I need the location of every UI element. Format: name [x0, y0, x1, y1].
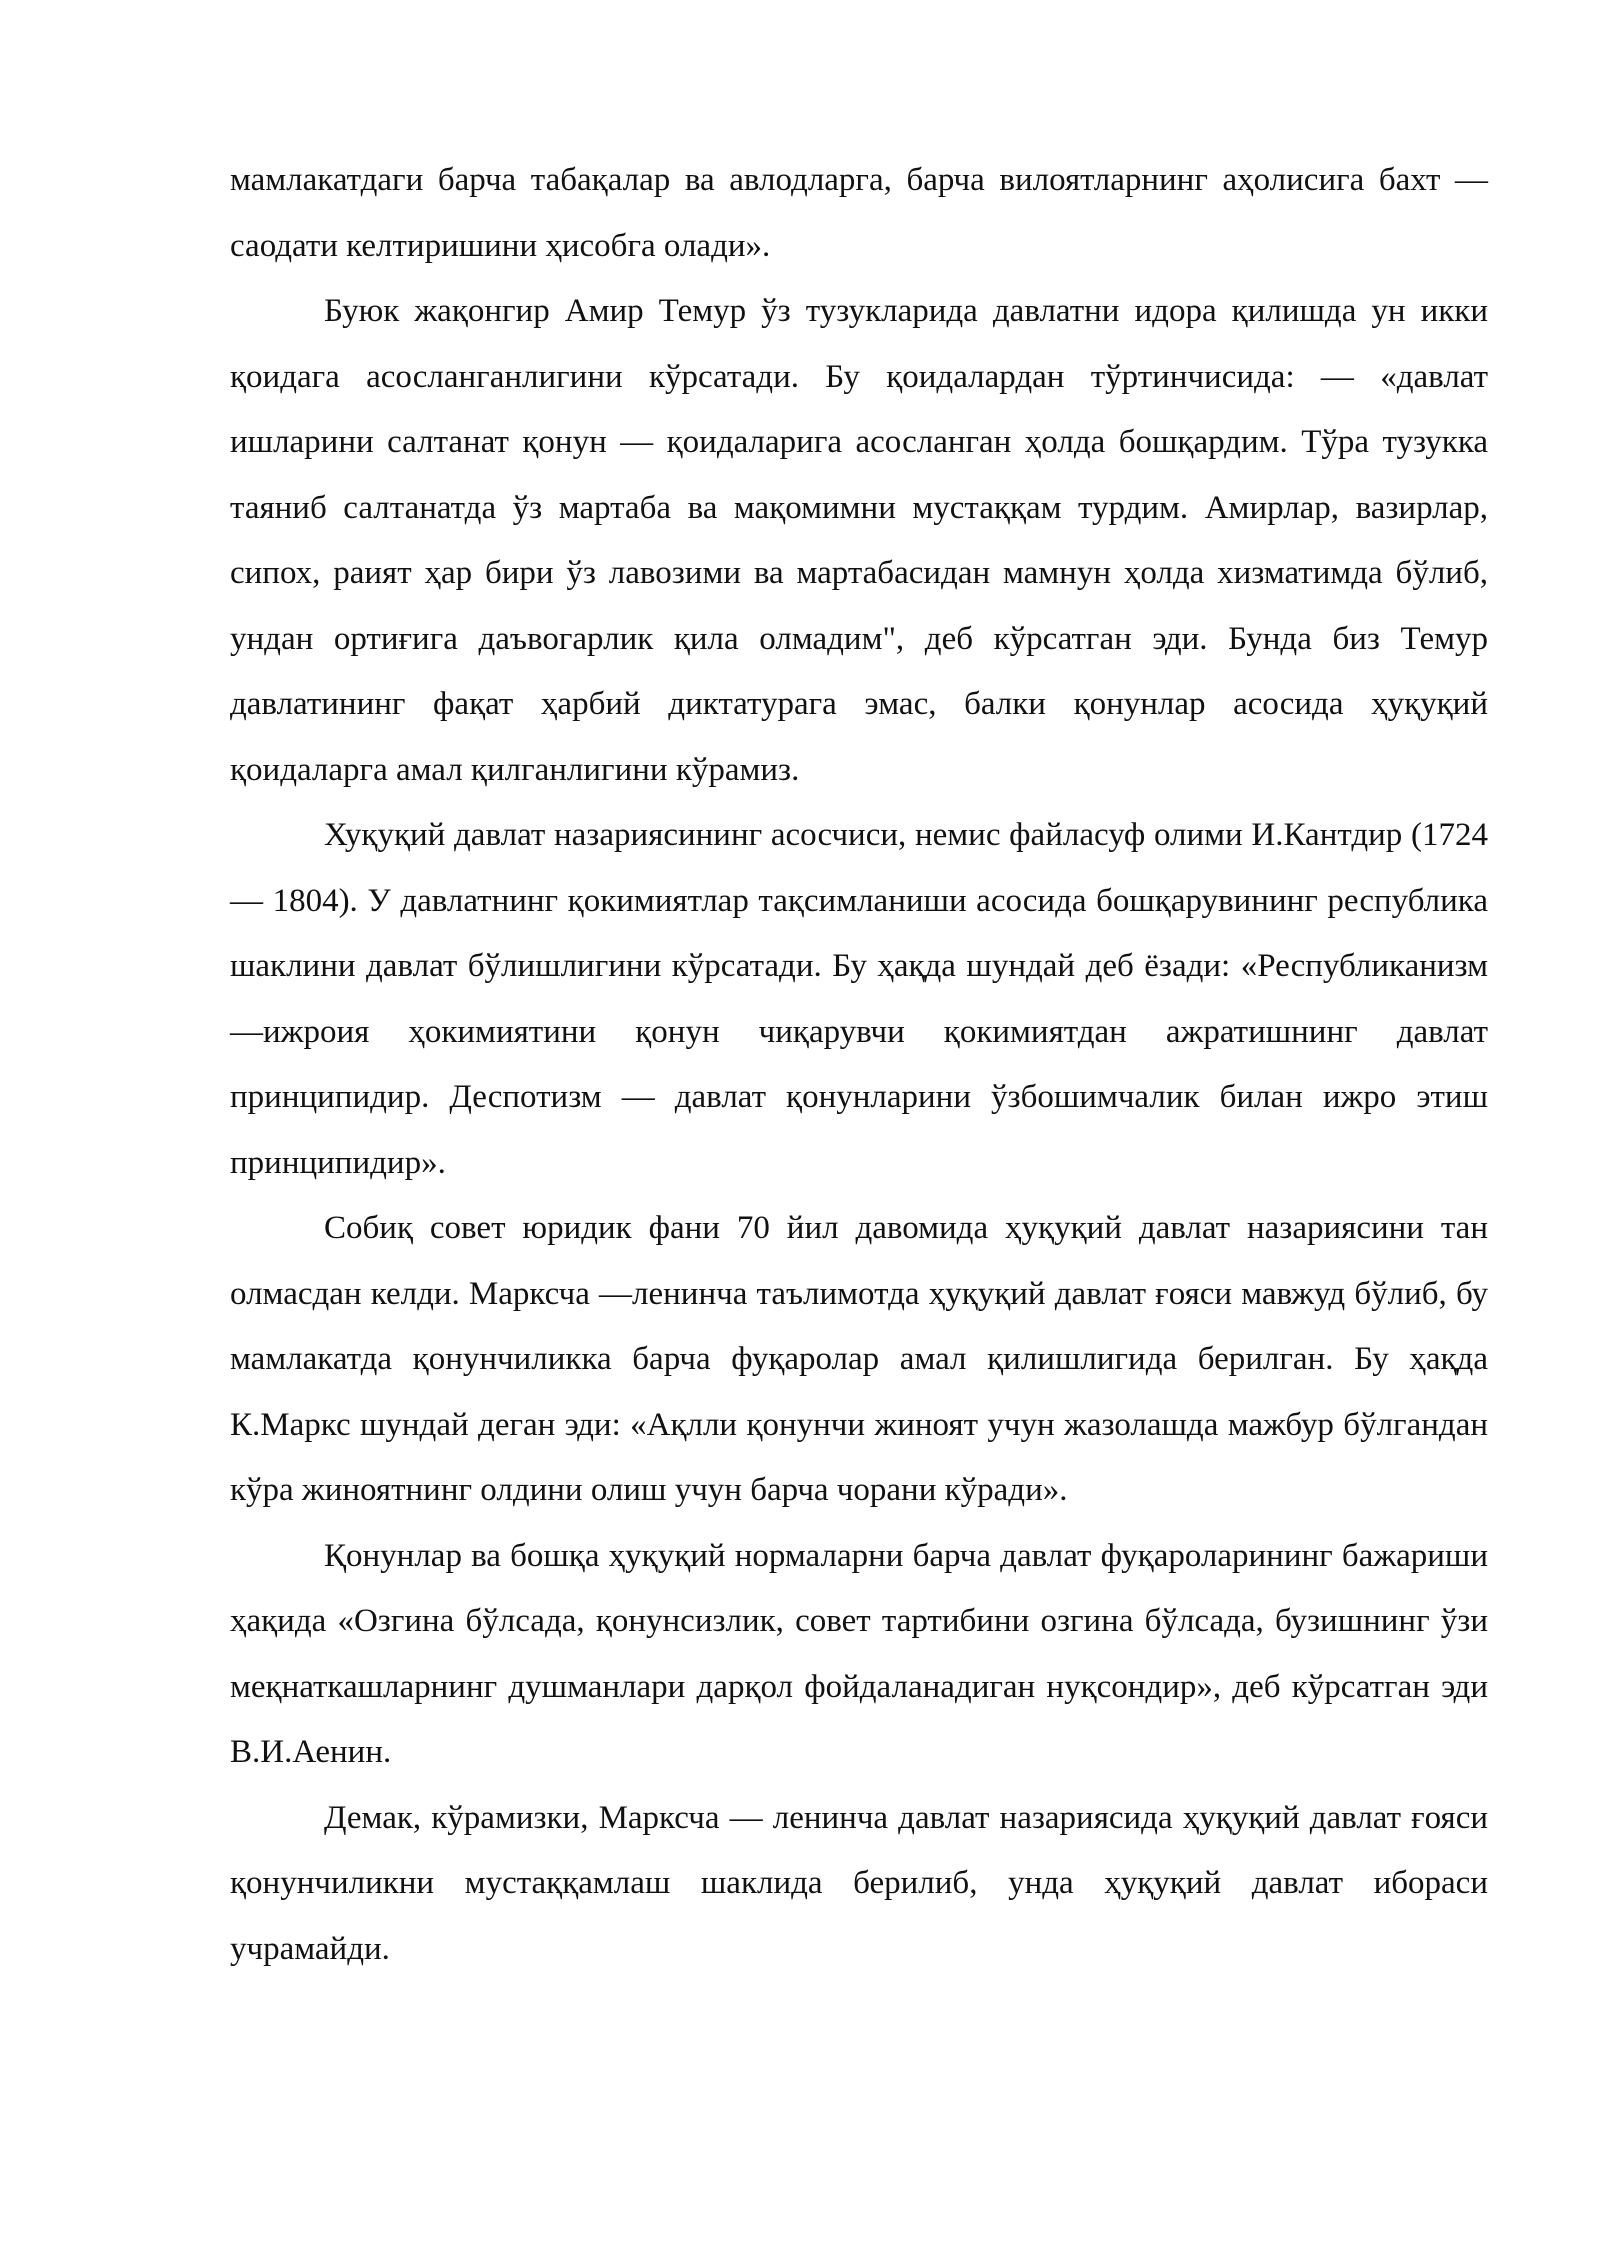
paragraph-6: Демак, кўрамизки, Марксча — ленинча давлат назариясида ҳуқуқий давлат ғояси қонунчиликни мустаққамлаш шаклида берилиб, унда ҳуқуқий давлат ибораси учрамайди.: [230, 1799, 1488, 1967]
paragraph-4: Собиқ совет юридик фани 70 йил давомида ҳуқуқий давлат назариясини тан олмасдан келди. Марксча —ленинча таълимотда ҳуқуқий давлат ғояси мавжуд бўлиб, бу мамлакатда қонунчиликка барча фуқаролар амал қилишлигида берилган. Бу ҳақда К.Маркс шундай деган эди: «Ақлли қонунчи жиноят учун жазолашда мажбур бўлгандан кўра жиноятнинг олдини олиш учун барча чорани кўради».: [230, 1210, 1488, 1508]
paragraph-3: Хуқуқий давлат назариясининг асосчиси, немис файласуф олими И.Кантдир (1724 — 1804). У давлатнинг қокимиятлар тақсимланиши асосида бошқарувининг республика шаклини давлат бўлишлигини кўрсатади. Бу ҳақда шундай деб ёзади: «Республиканизм —ижроия ҳокимиятини қонун чиқарувчи қокимиятдан ажратишнинг давлат принципидир. Деспотизм — давлат қонунларини ўзбошимчалик билан ижро этиш принципидир».: [230, 817, 1488, 1181]
document-page: [230, 148, 1488, 1982]
paragraph-1: мамлакатдаги барча табақалар ва авлодларга, барча вилоятларнинг аҳолисига бахт — саодати келтиришини ҳисобга олади».: [230, 162, 1488, 264]
paragraph-5: Қонунлар ва бошқа ҳуқуқий нормаларни барча давлат фуқароларининг бажариши ҳақида «Озгина бўлсада, қонунсизлик, совет тартибини озгина бўлсада, бузишнинг ўзи меқнаткашларнинг душманлари дарқол фойдаланадиган нуқсондир», деб кўрсатган эди В.И.Аенин.: [230, 1537, 1488, 1770]
paragraph-2: Буюк жақонгир Амир Темур ўз тузукларида давлатни идора қилишда ун икки қоидага асосланганлигини кўрсатади. Бу қоидалардан тўртинчисида: — «давлат ишларини салтанат қонун — қоидаларига асосланган ҳолда бошқардим. Тўра тузукка таяниб салтанатда ўз мартаба ва мақомимни мустаққам турдим. Амирлар, вазирлар, сипох, раият ҳар бири ўз лавозими ва мартабасидан мамнун ҳолда хизматимда бўлиб, ундан ортиғига даъвогарлик қила олмадим", деб кўрсатган эди. Бунда биз Темур давлатининг фақат ҳарбий диктатурага эмас, балки қонунлар асосида ҳуқуқий қоидаларга амал қилганлигини кўрамиз.: [230, 293, 1488, 788]
